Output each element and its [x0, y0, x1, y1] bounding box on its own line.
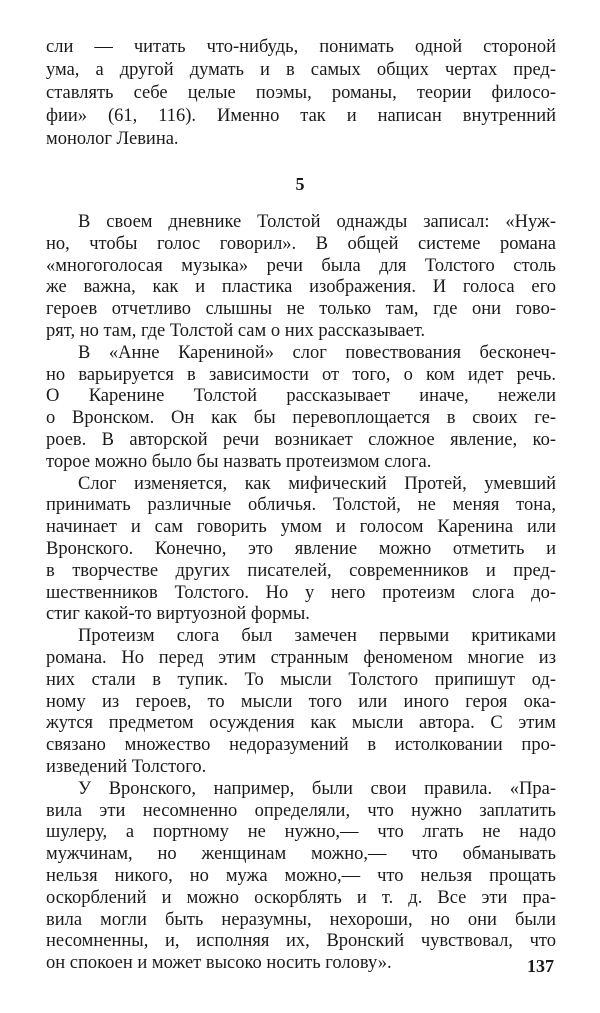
section-number: 5 [295, 174, 305, 194]
text-line: Протеизм слога был замечен первыми критиками [78, 626, 556, 647]
text-line: вила эти несомненно определяли, что нужно заплатить [46, 800, 556, 821]
text-line: рят, но там, где Толстой сам о них рассказывает. [46, 320, 426, 341]
section-body [46, 212, 556, 975]
text-line: вила могли быть неразумны, нехороши, но они были [46, 909, 556, 930]
text-line: монолог Левина. [46, 129, 179, 149]
text-line: Вронского. Конечно, это явление можно отметить и [46, 538, 556, 559]
text-line: ному из героев, то мысли того или иного героя ока- [46, 691, 556, 712]
text-line: о Вронском. Он как бы перевоплощается в своих ге- [46, 408, 556, 429]
text-line: В «Анне Карениной» слог повествования бесконеч- [78, 342, 556, 363]
text-line: изведений Толстого. [46, 756, 207, 777]
text-line: шественников Толстого. Но у него протеизм слога до- [46, 582, 556, 603]
text-line: жутся предметом осуждения как мысли автора. С этим [46, 713, 556, 734]
text-line: связано множество недоразумений в истолковании про- [46, 735, 556, 756]
text-line: стиг какой-то виртуозной формы. [46, 604, 310, 625]
text-line: Слог изменяется, как мифический Протей, умевший [78, 473, 556, 494]
text-line: них стали в тупик. То мысли Толстого припишут од- [46, 669, 556, 690]
text-line: оскорблений и можно оскорблять и т. д. Все эти пра- [46, 887, 556, 908]
text-line: мужчинам, но женщинам можно,— что обманывать [46, 844, 556, 865]
page-number: 137 [527, 956, 554, 976]
paragraph [46, 474, 556, 627]
text-line: О Каренине Толстой рассказывает иначе, нежели [46, 386, 556, 407]
text-line: же важна, как и пластика изображения. И голоса его [46, 277, 556, 298]
paragraph [46, 626, 556, 779]
text-line: романа. Но перед этим странным феноменом многие из [46, 647, 556, 668]
text-line: в творчестве других писателей, современников и пред- [46, 560, 556, 581]
paragraph [46, 343, 556, 474]
text-line: ставлять себе целые поэмы, романы, теории филосо- [46, 83, 556, 103]
text-line: но варьируется в зависимости от того, о ком идет речь. [46, 364, 556, 385]
paragraph [46, 212, 556, 343]
text-line: принимать различные обличья. Толстой, не меняя тона, [46, 495, 556, 516]
text-line: роев. В авторской речи возникает сложное явление, ко- [46, 429, 556, 450]
text-line: фии» (61, 116). Именно так и написан внутренний [46, 106, 556, 126]
continued-paragraph [46, 36, 556, 151]
text-line: торое можно было бы назвать протеизмом слога. [46, 451, 432, 472]
text-line: В своем дневнике Толстой однажды записал: «Нуж- [78, 212, 556, 232]
text-line: У Вронского, например, были свои правила. «Пра- [78, 778, 556, 799]
text-line: нельзя никого, но мужа можно,— что нельзя прощать [46, 865, 556, 886]
text-line: ума, а другой думать и в самых общих чертах пред- [46, 60, 556, 80]
text-line: он спокоен и может высоко носить голову». [46, 953, 392, 974]
text-line: несомненны, и, исполняя их, Вронский чувствовал, что [46, 931, 556, 952]
text-line: героев отчетливо слышны не только там, где они гово- [46, 299, 556, 320]
text-line: шулеру, а портному не нужно,— что лгать не надо [46, 822, 556, 843]
text-line: «многоголосая музыка» речи была для Толстого столь [46, 255, 556, 276]
text-line: начинает и сам говорить умом и голосом Каренина или [46, 517, 556, 538]
text-line: сли — читать что-нибудь, понимать одной стороной [46, 37, 556, 57]
text-line: но, чтобы голос говорил». В общей системе романа [46, 233, 556, 254]
paragraph [46, 779, 556, 975]
